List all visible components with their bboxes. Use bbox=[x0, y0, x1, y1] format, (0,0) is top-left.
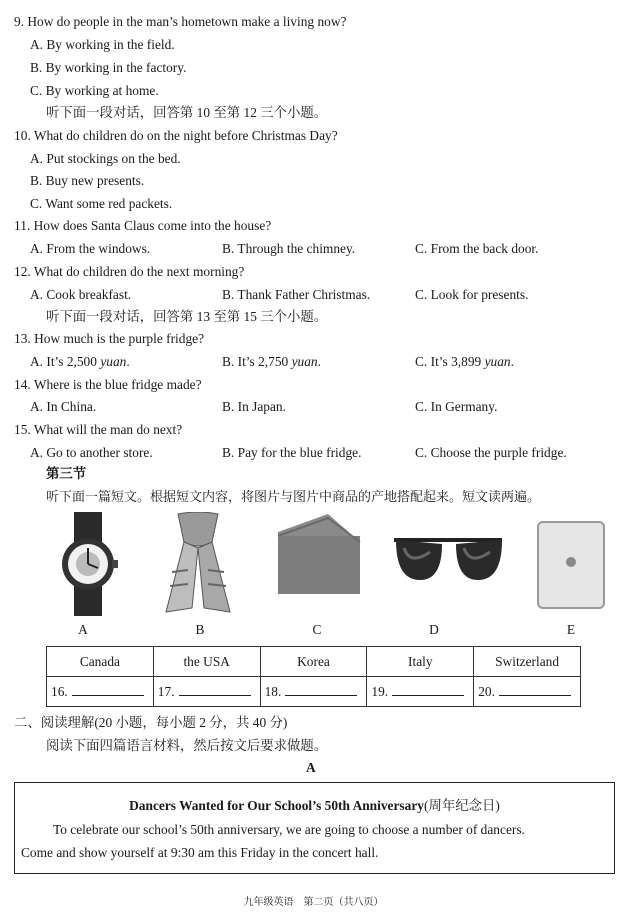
wallet-icon bbox=[268, 512, 364, 602]
q15-option-c: C. Choose the purple fridge. bbox=[415, 445, 567, 460]
q9-option-a: A. By working in the field. bbox=[30, 37, 175, 52]
section-3-title: 第三节 bbox=[46, 466, 87, 481]
sunglasses-icon bbox=[390, 530, 508, 588]
q12-option-a: A. Cook breakfast. bbox=[30, 287, 132, 302]
table-header-cell: Italy bbox=[367, 647, 474, 677]
section-3-instruction: 听下面一篇短文。根据短文内容，将图片与图片中商品的产地搭配起来。短文读两遍。 bbox=[46, 489, 541, 504]
answer-cell-19[interactable]: 19. bbox=[367, 677, 474, 707]
passage-a-line-1: To celebrate our school’s 50th anniversary, we are going to choose a number of dancers. bbox=[53, 822, 525, 837]
product-pictures bbox=[40, 512, 620, 618]
question-13: 13. How much is the purple fridge? bbox=[14, 331, 205, 346]
q15-option-b: B. Pay for the blue fridge. bbox=[222, 445, 362, 460]
part-2-instruction: 阅读下面四篇语言材料，然后按文后要求做题。 bbox=[46, 738, 328, 753]
answer-cell-17[interactable]: 17. bbox=[153, 677, 260, 707]
question-9: 9. How do people in the man’s hometown make a living now? bbox=[14, 14, 347, 29]
q12-option-b: B. Thank Father Christmas. bbox=[222, 287, 371, 302]
q15-option-a: A. Go to another store. bbox=[30, 445, 153, 460]
table-answer-row bbox=[47, 677, 581, 707]
picture-letter-d: D bbox=[429, 622, 439, 637]
passage-letter: A bbox=[306, 760, 316, 775]
passage-a-line-2: Come and show yourself at 9:30 am this Friday in the concert hall. bbox=[21, 845, 379, 860]
passage-a-box bbox=[14, 782, 615, 874]
q9-option-c: C. By working at home. bbox=[30, 83, 159, 98]
instruction-13-15: 听下面一段对话，回答第 13 至第 15 三个小题。 bbox=[46, 309, 328, 324]
q14-option-a: A. In China. bbox=[30, 399, 97, 414]
q13-option-c: C. It’s 3,899 yuan. bbox=[415, 354, 514, 369]
question-15: 15. What will the man do next? bbox=[14, 422, 183, 437]
q12-option-c: C. Look for presents. bbox=[415, 287, 529, 302]
q11-option-c: C. From the back door. bbox=[415, 241, 539, 256]
question-10: 10. What do children do on the night before Christmas Day? bbox=[14, 128, 338, 143]
q11-option-b: B. Through the chimney. bbox=[222, 241, 356, 256]
matching-table bbox=[46, 646, 581, 707]
q13-option-b: B. It’s 2,750 yuan. bbox=[222, 354, 321, 369]
table-header-cell: Canada bbox=[47, 647, 154, 677]
picture-letter-a: A bbox=[78, 622, 88, 637]
tablet-icon bbox=[536, 520, 606, 610]
picture-letter-e: E bbox=[566, 622, 576, 637]
picture-letter-b: B bbox=[195, 622, 205, 637]
q10-option-b: B. Buy new presents. bbox=[30, 173, 145, 188]
question-11: 11. How does Santa Claus come into the house? bbox=[14, 218, 272, 233]
q13-option-a: A. It’s 2,500 yuan. bbox=[30, 354, 130, 369]
picture-letter-c: C bbox=[312, 622, 322, 637]
q14-option-c: C. In Germany. bbox=[415, 399, 498, 414]
answer-cell-20[interactable]: 20. bbox=[474, 677, 581, 707]
table-header-cell: Switzerland bbox=[474, 647, 581, 677]
answer-cell-18[interactable]: 18. bbox=[260, 677, 367, 707]
instruction-10-12: 听下面一段对话，回答第 10 至第 12 三个小题。 bbox=[46, 105, 328, 120]
q10-option-a: A. Put stockings on the bed. bbox=[30, 151, 181, 166]
scarf-icon bbox=[158, 512, 238, 616]
answer-cell-16[interactable]: 16. bbox=[47, 677, 154, 707]
table-header-row bbox=[47, 647, 581, 677]
page-footer: 九年级英语 第二页（共八页） bbox=[243, 897, 384, 908]
question-12: 12. What do children do the next morning? bbox=[14, 264, 245, 279]
table-header-cell: Korea bbox=[260, 647, 367, 677]
question-14: 14. Where is the blue fridge made? bbox=[14, 377, 202, 392]
q10-option-c: C. Want some red packets. bbox=[30, 196, 173, 211]
wristwatch-icon bbox=[56, 512, 120, 616]
part-2-title: 二、阅读理解(20 小题，每小题 2 分，共 40 分) bbox=[14, 715, 288, 730]
q9-option-b: B. By working in the factory. bbox=[30, 60, 187, 75]
q14-option-b: B. In Japan. bbox=[222, 399, 286, 414]
q11-option-a: A. From the windows. bbox=[30, 241, 151, 256]
table-header-cell: the USA bbox=[153, 647, 260, 677]
passage-a-title: Dancers Wanted for Our School’s 50th Anniversary(周年纪念日) bbox=[129, 798, 500, 813]
